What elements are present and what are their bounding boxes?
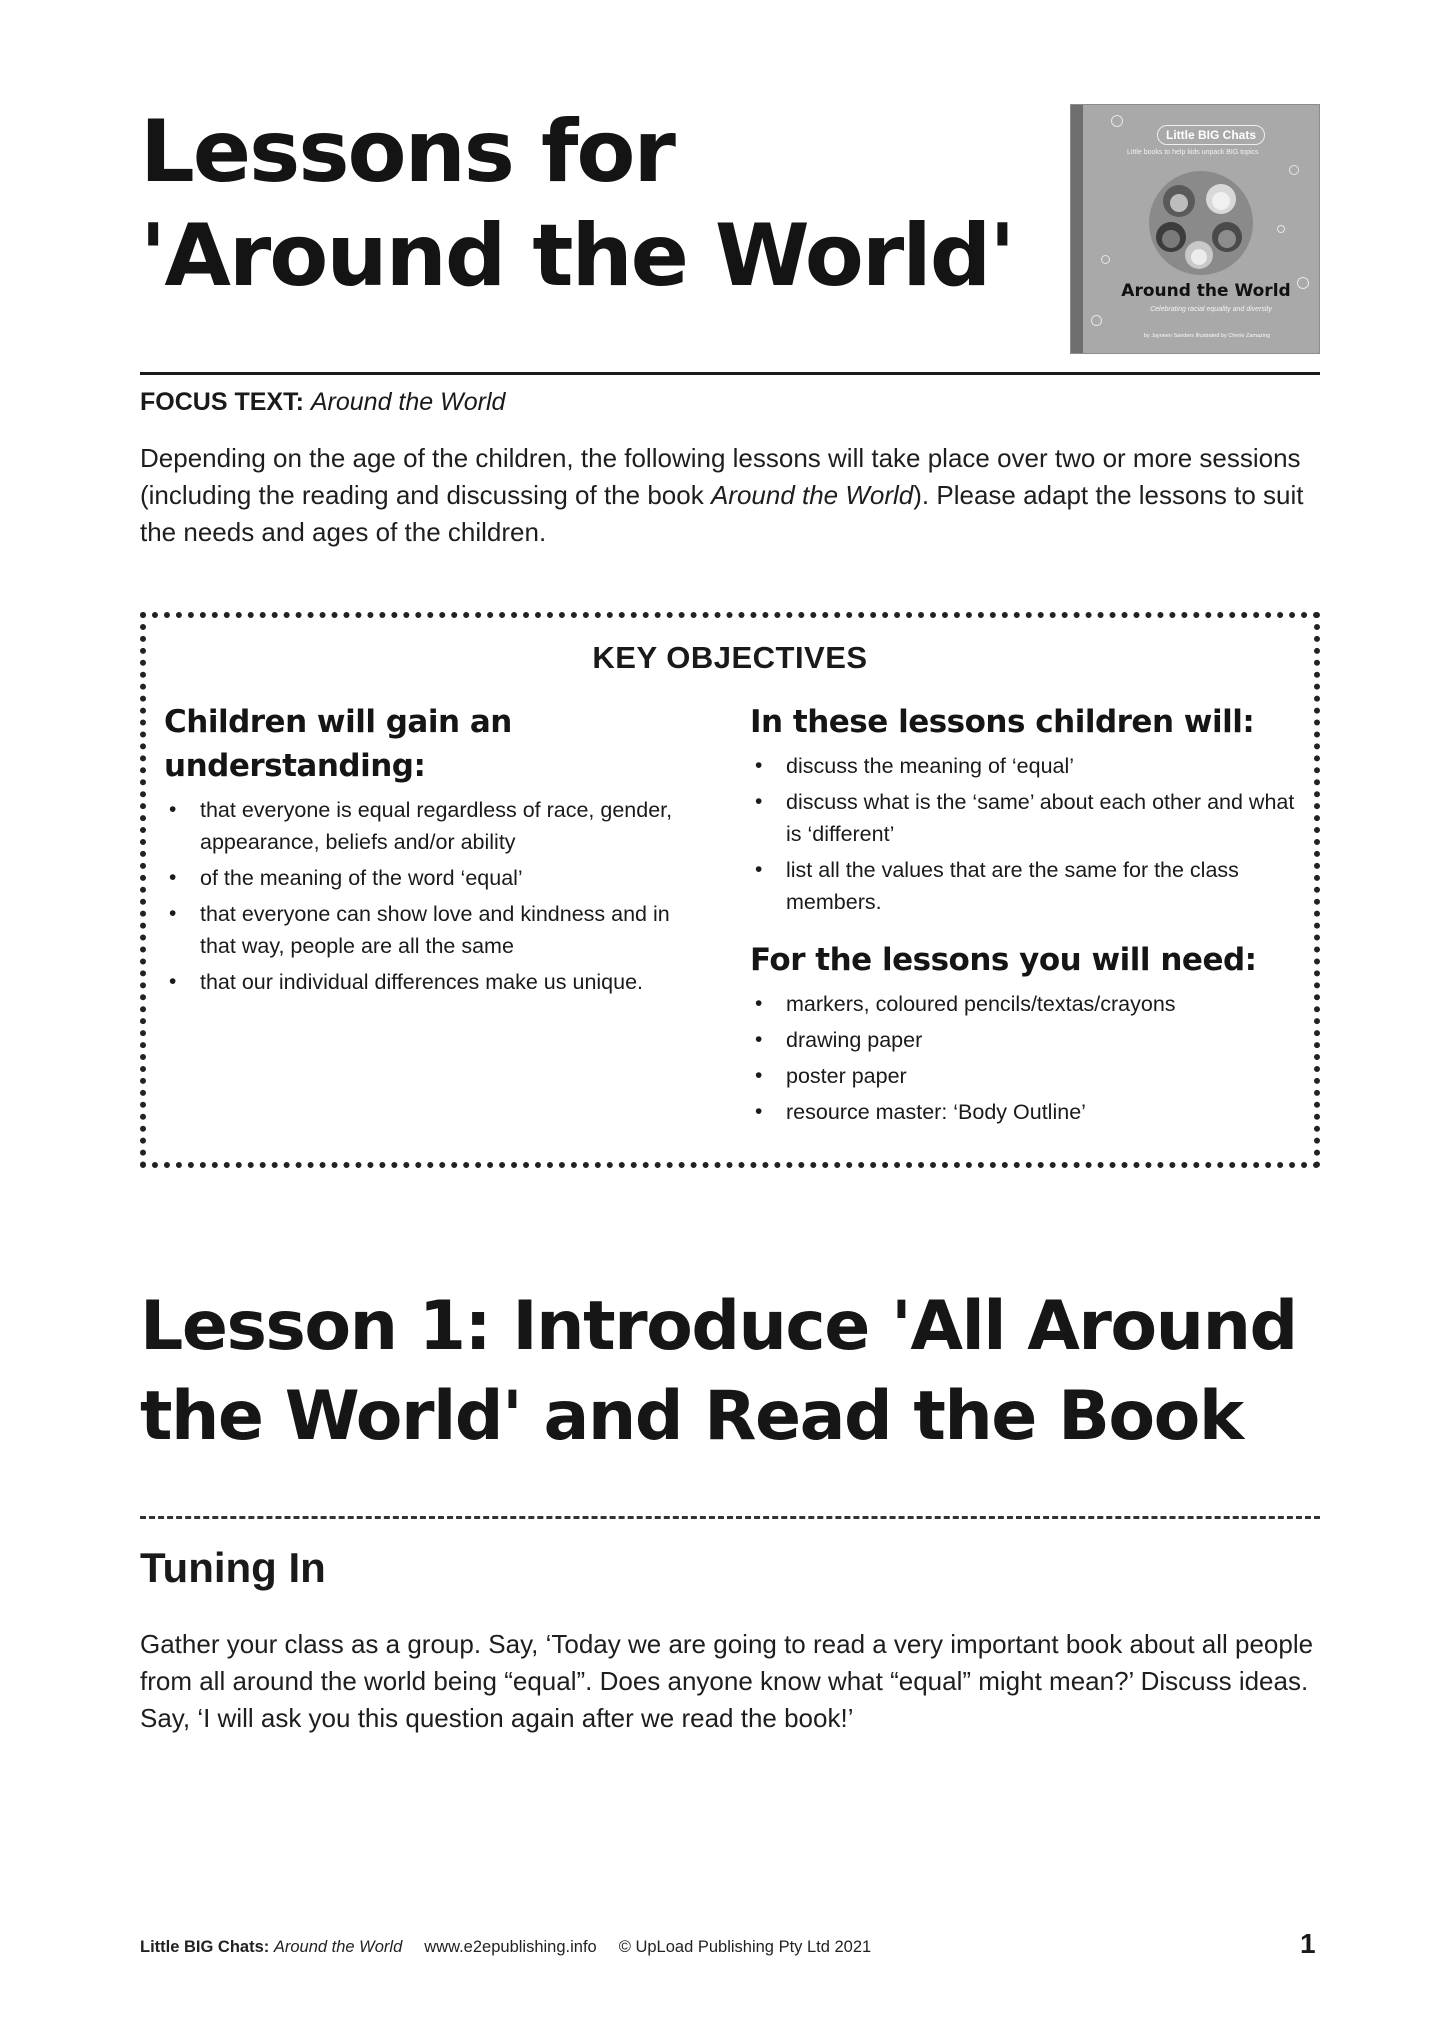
list-item-text: discuss the meaning of ‘equal’ bbox=[786, 754, 1075, 778]
list-item bbox=[750, 1024, 1310, 1056]
list-item bbox=[164, 862, 684, 894]
list-item-text: that our individual differences make us unique. bbox=[200, 970, 644, 994]
cover-title: Around the World bbox=[1121, 281, 1291, 301]
cover-bubble bbox=[1277, 225, 1285, 233]
bullet-icon: • bbox=[169, 970, 177, 993]
cover-spine bbox=[1071, 105, 1083, 353]
header-rule bbox=[140, 372, 1320, 375]
bullet-icon: • bbox=[755, 858, 763, 881]
cover-credits: by Jayneen Sanders Illustrated by Cherie Zamazing bbox=[1143, 333, 1271, 339]
footer-copyright: © UpLoad Publishing Pty Ltd 2021 bbox=[618, 1938, 872, 1956]
focus-label: FOCUS TEXT: bbox=[140, 388, 304, 416]
bullet-icon: • bbox=[755, 1028, 763, 1051]
list-item bbox=[164, 794, 684, 858]
cover-bubble bbox=[1091, 315, 1102, 326]
cover-subtitle: Celebrating racial equality and diversity bbox=[1150, 306, 1272, 313]
focus-text bbox=[140, 386, 505, 418]
title-line-2: 'Around the World' bbox=[140, 206, 1014, 306]
bullet-icon: • bbox=[755, 1100, 763, 1123]
lesson-title: Lesson 1: Introduce 'All Around the World' and Read the Book bbox=[140, 1287, 1297, 1456]
bullet-icon: • bbox=[755, 1064, 763, 1087]
lesson-body: Gather your class as a group. Say, ‘Today we are going to read a very important book about all people from all around the world being “equal”. Does anyone know what “equal” might mean?’ Discuss ideas. Say, ‘I will ask you this question again after we read the book!’ bbox=[140, 1629, 1314, 1733]
bullet-icon: • bbox=[169, 902, 177, 925]
intro-book-title: Around the World bbox=[710, 480, 914, 510]
lessons-list bbox=[750, 750, 1310, 918]
bullet-icon: • bbox=[755, 992, 763, 1015]
list-item-text: discuss what is the ‘same’ about each other and what is ‘different’ bbox=[786, 790, 1295, 846]
list-item bbox=[164, 966, 684, 998]
list-item bbox=[750, 1096, 1310, 1128]
list-item-text: poster paper bbox=[786, 1064, 907, 1088]
section-divider bbox=[140, 1516, 1320, 1519]
understanding-heading: Children will gain an understanding: bbox=[164, 704, 512, 784]
list-item-text: resource master: ‘Body Outline’ bbox=[786, 1100, 1086, 1124]
footer bbox=[140, 1938, 871, 1957]
key-objectives-title: KEY OBJECTIVES bbox=[592, 640, 868, 675]
cover-brand: Little BIG Chats bbox=[1157, 125, 1265, 145]
intro-text-2: ). Please adapt the lessons to suit the needs and ages of the children. bbox=[140, 480, 1304, 547]
list-item bbox=[750, 750, 1310, 782]
list-item bbox=[750, 786, 1310, 850]
list-item-text: list all the values that are the same for the class members. bbox=[786, 858, 1239, 914]
key-objectives-box bbox=[140, 612, 1320, 1168]
book-cover-image bbox=[1070, 104, 1320, 354]
bullet-icon: • bbox=[169, 866, 177, 889]
footer-book: Around the World bbox=[273, 1938, 403, 1956]
footer-website: www.e2epublishing.info bbox=[424, 1938, 597, 1956]
bullet-icon: • bbox=[755, 790, 763, 813]
bullet-icon: • bbox=[755, 754, 763, 777]
intro-paragraph bbox=[140, 440, 1330, 551]
cover-children-illustration bbox=[1141, 167, 1261, 279]
objectives-left-column bbox=[164, 700, 684, 1002]
page-number: 1 bbox=[1300, 1928, 1316, 1959]
section-heading: Tuning In bbox=[140, 1544, 326, 1591]
cover-tagline: Little books to help kids unpack BIG topics bbox=[1127, 149, 1259, 156]
list-item-text: that everyone is equal regardless of race, gender, appearance, beliefs and/or ability bbox=[200, 798, 673, 854]
intro-text-1: Depending on the age of the children, the following lessons will take place over two or more sessions (including the reading and discussing of the book bbox=[140, 443, 1301, 510]
title-line-1: Lessons for bbox=[140, 102, 674, 202]
list-item-text: that everyone can show love and kindness and in that way, people are all the same bbox=[200, 902, 670, 958]
list-item bbox=[750, 854, 1310, 918]
list-item bbox=[164, 898, 684, 962]
footer-series: Little BIG Chats: bbox=[140, 1938, 270, 1956]
cover-bubble bbox=[1101, 255, 1110, 264]
cover-bubble bbox=[1289, 165, 1299, 175]
list-item-text: markers, coloured pencils/textas/crayons bbox=[786, 992, 1176, 1016]
page-title bbox=[140, 100, 1040, 308]
list-item bbox=[750, 988, 1310, 1020]
list-item-text: of the meaning of the word ‘equal’ bbox=[200, 866, 523, 890]
needs-heading: For the lessons you will need: bbox=[750, 942, 1257, 978]
list-item-text: drawing paper bbox=[786, 1028, 923, 1052]
bullet-icon: • bbox=[169, 798, 177, 821]
lessons-heading: In these lessons children will: bbox=[750, 704, 1255, 740]
needs-list bbox=[750, 988, 1310, 1128]
list-item bbox=[750, 1060, 1310, 1092]
understanding-list bbox=[164, 794, 684, 998]
cover-bubble bbox=[1111, 115, 1123, 127]
focus-book-title: Around the World bbox=[310, 388, 506, 416]
objectives-right-column bbox=[750, 700, 1310, 1132]
